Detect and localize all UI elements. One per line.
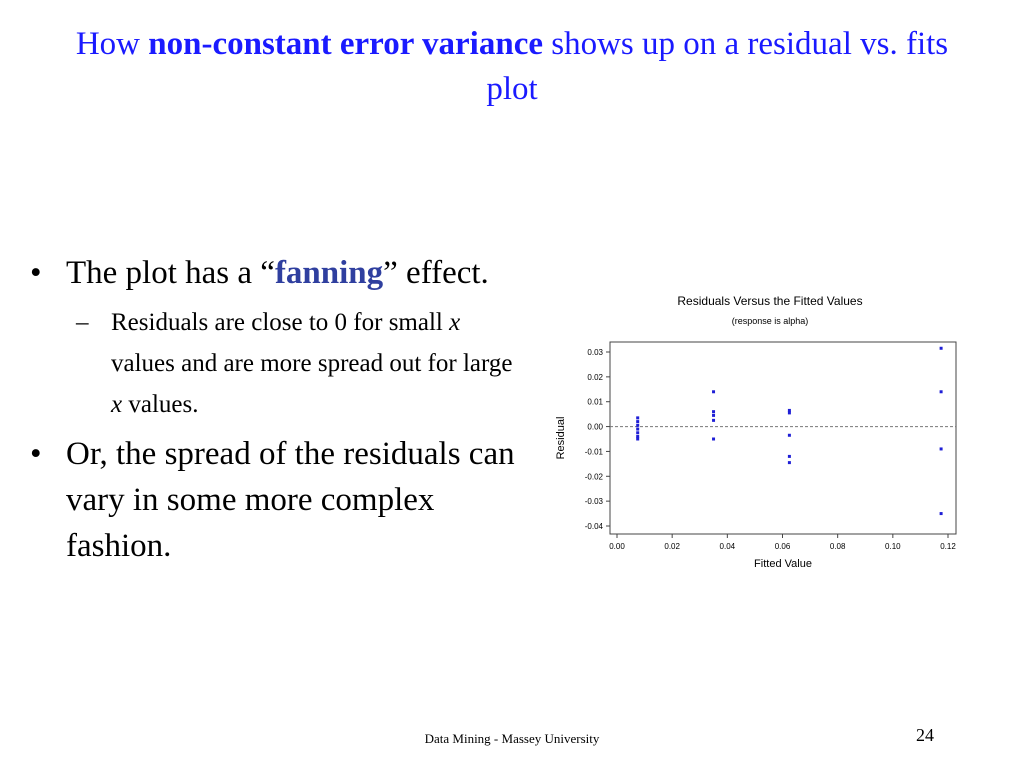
bullet-list	[30, 250, 520, 575]
data-point	[788, 434, 791, 437]
title-text-pre: How	[75, 26, 149, 62]
page-number: 24	[916, 725, 934, 745]
bullet1-emphasis: fanning	[274, 255, 384, 291]
x-tick-label: 0.08	[829, 542, 846, 551]
x-tick-label: 0.06	[774, 542, 791, 551]
data-point	[636, 420, 639, 423]
footer: Data Mining - Massey University	[424, 731, 600, 746]
sub1-text-a: Residuals are close to 0 for small	[111, 309, 450, 336]
bullet1-text-pre: The plot has a “	[66, 255, 275, 291]
data-point	[712, 414, 715, 417]
data-point	[712, 390, 715, 393]
data-point	[788, 461, 791, 464]
data-point	[788, 455, 791, 458]
residual-plot	[540, 286, 970, 586]
title-text-bold: non-constant error variance	[148, 26, 543, 62]
slide-title	[60, 22, 964, 112]
title-text-post: shows up on a residual vs. fits plot	[486, 26, 949, 107]
data-point	[788, 411, 791, 414]
y-tick-label: 0.00	[587, 422, 603, 432]
bullet2-text: Or, the spread of the residuals can vary in some more complex fashion.	[66, 436, 515, 564]
data-point	[712, 419, 715, 422]
data-points	[636, 347, 942, 515]
plot-frame	[610, 342, 956, 534]
data-point	[712, 438, 715, 441]
data-point	[940, 347, 943, 350]
data-point	[636, 438, 639, 441]
sub1-text-c: values.	[122, 391, 199, 418]
sub-bullet-residuals	[30, 302, 520, 425]
bullet1-text-post: ” effect.	[383, 255, 489, 291]
bullet-marker: •	[30, 255, 42, 291]
x-tick-label: 0.10	[885, 542, 901, 551]
y-tick-label: -0.01	[584, 447, 603, 457]
bullet-marker: •	[30, 436, 42, 472]
x-axis-label: Fitted Value	[754, 558, 812, 570]
y-tick-label: 0.01	[587, 397, 603, 407]
y-tick-label: 0.03	[587, 348, 603, 357]
chart-subtitle: (response is alpha)	[731, 316, 809, 326]
y-axis	[585, 348, 610, 531]
bullet-complex-spread	[30, 431, 520, 569]
sub1-x-variable: x	[449, 309, 461, 336]
data-point	[940, 447, 943, 450]
x-tick-label: 0.04	[719, 542, 736, 551]
sub1-x-variable-2: x	[111, 391, 123, 418]
data-point	[636, 428, 639, 431]
x-tick-label: 0.00	[609, 542, 625, 551]
x-tick-label: 0.12	[940, 542, 956, 551]
data-point	[940, 512, 943, 515]
data-point	[636, 416, 639, 419]
chart-title: Residuals Versus the Fitted Values	[677, 294, 863, 308]
y-axis-label: Residual	[555, 416, 567, 460]
sub-bullet-marker: –	[76, 309, 89, 336]
data-point	[712, 410, 715, 413]
data-point	[940, 390, 943, 393]
data-point	[636, 424, 639, 427]
y-tick-label: -0.03	[584, 497, 603, 507]
bullet-fanning	[30, 250, 520, 296]
x-tick-label: 0.02	[664, 542, 680, 551]
y-tick-label: -0.04	[584, 522, 603, 531]
data-point	[636, 431, 639, 434]
y-tick-label: -0.02	[584, 472, 603, 482]
sub1-text-b: values and are more spread out for large	[111, 350, 513, 377]
y-tick-label: 0.02	[587, 372, 603, 382]
x-axis	[609, 534, 956, 551]
